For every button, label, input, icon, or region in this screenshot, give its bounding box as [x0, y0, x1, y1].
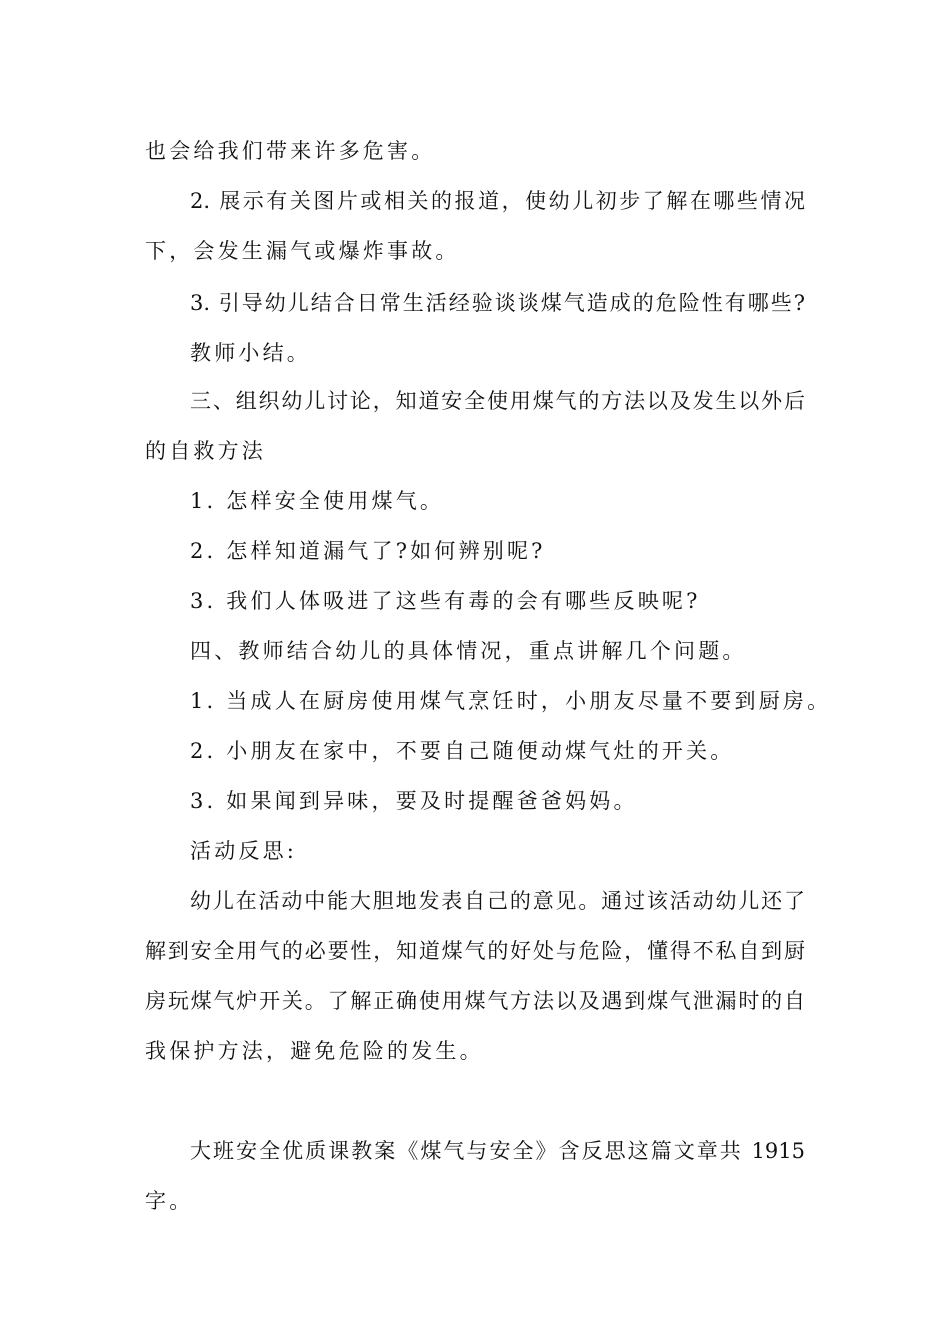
text-line-12: 1. 当成人在厨房使用煤气烹饪时，小朋友尽量不要到厨房。 [190, 689, 832, 713]
text-line-3: 下，会发生漏气或爆炸事故。 [145, 239, 460, 263]
text-line-13: 2. 小朋友在家中，不要自己随便动煤气灶的开关。 [190, 739, 735, 763]
text-line-5: 教师小结。 [190, 341, 311, 365]
text-line-11: 四、教师结合幼儿的具体情况，重点讲解几个问题。 [190, 639, 747, 663]
text-line-20: 大班安全优质课教案《煤气与安全》含反思这篇文章共 1915 [190, 1139, 805, 1163]
text-line-15: 活动反思: [190, 839, 298, 863]
text-line-4: 3. 引导幼儿结合日常生活经验谈谈煤气造成的危险性有哪些? [190, 291, 805, 315]
text-line-2: 2. 展示有关图片或相关的报道，使幼儿初步了解在哪些情况 [190, 189, 805, 213]
text-line-21: 字。 [145, 1189, 194, 1213]
text-line-1: 也会给我们带来许多危害。 [145, 139, 436, 163]
text-line-19: 我保护方法，避免危险的发生。 [145, 1039, 484, 1063]
text-line-18: 房玩煤气炉开关。了解正确使用煤气方法以及遇到煤气泄漏时的自 [145, 989, 805, 1013]
text-line-8: 1. 怎样安全使用煤气。 [190, 489, 445, 513]
text-line-9: 2. 怎样知道漏气了?如何辨别呢? [190, 539, 546, 563]
text-line-7: 的自救方法 [145, 439, 266, 463]
text-line-16: 幼儿在活动中能大胆地发表自己的意见。通过该活动幼儿还了 [190, 889, 805, 913]
text-line-17: 解到安全用气的必要性，知道煤气的好处与危险，懂得不私自到厨 [145, 939, 805, 963]
text-line-14: 3. 如果闻到异味，要及时提醒爸爸妈妈。 [190, 789, 638, 813]
text-line-6: 三、组织幼儿讨论，知道安全使用煤气的方法以及发生以外后 [190, 389, 805, 413]
text-line-10: 3. 我们人体吸进了这些有毒的会有哪些反映呢? [190, 589, 701, 613]
